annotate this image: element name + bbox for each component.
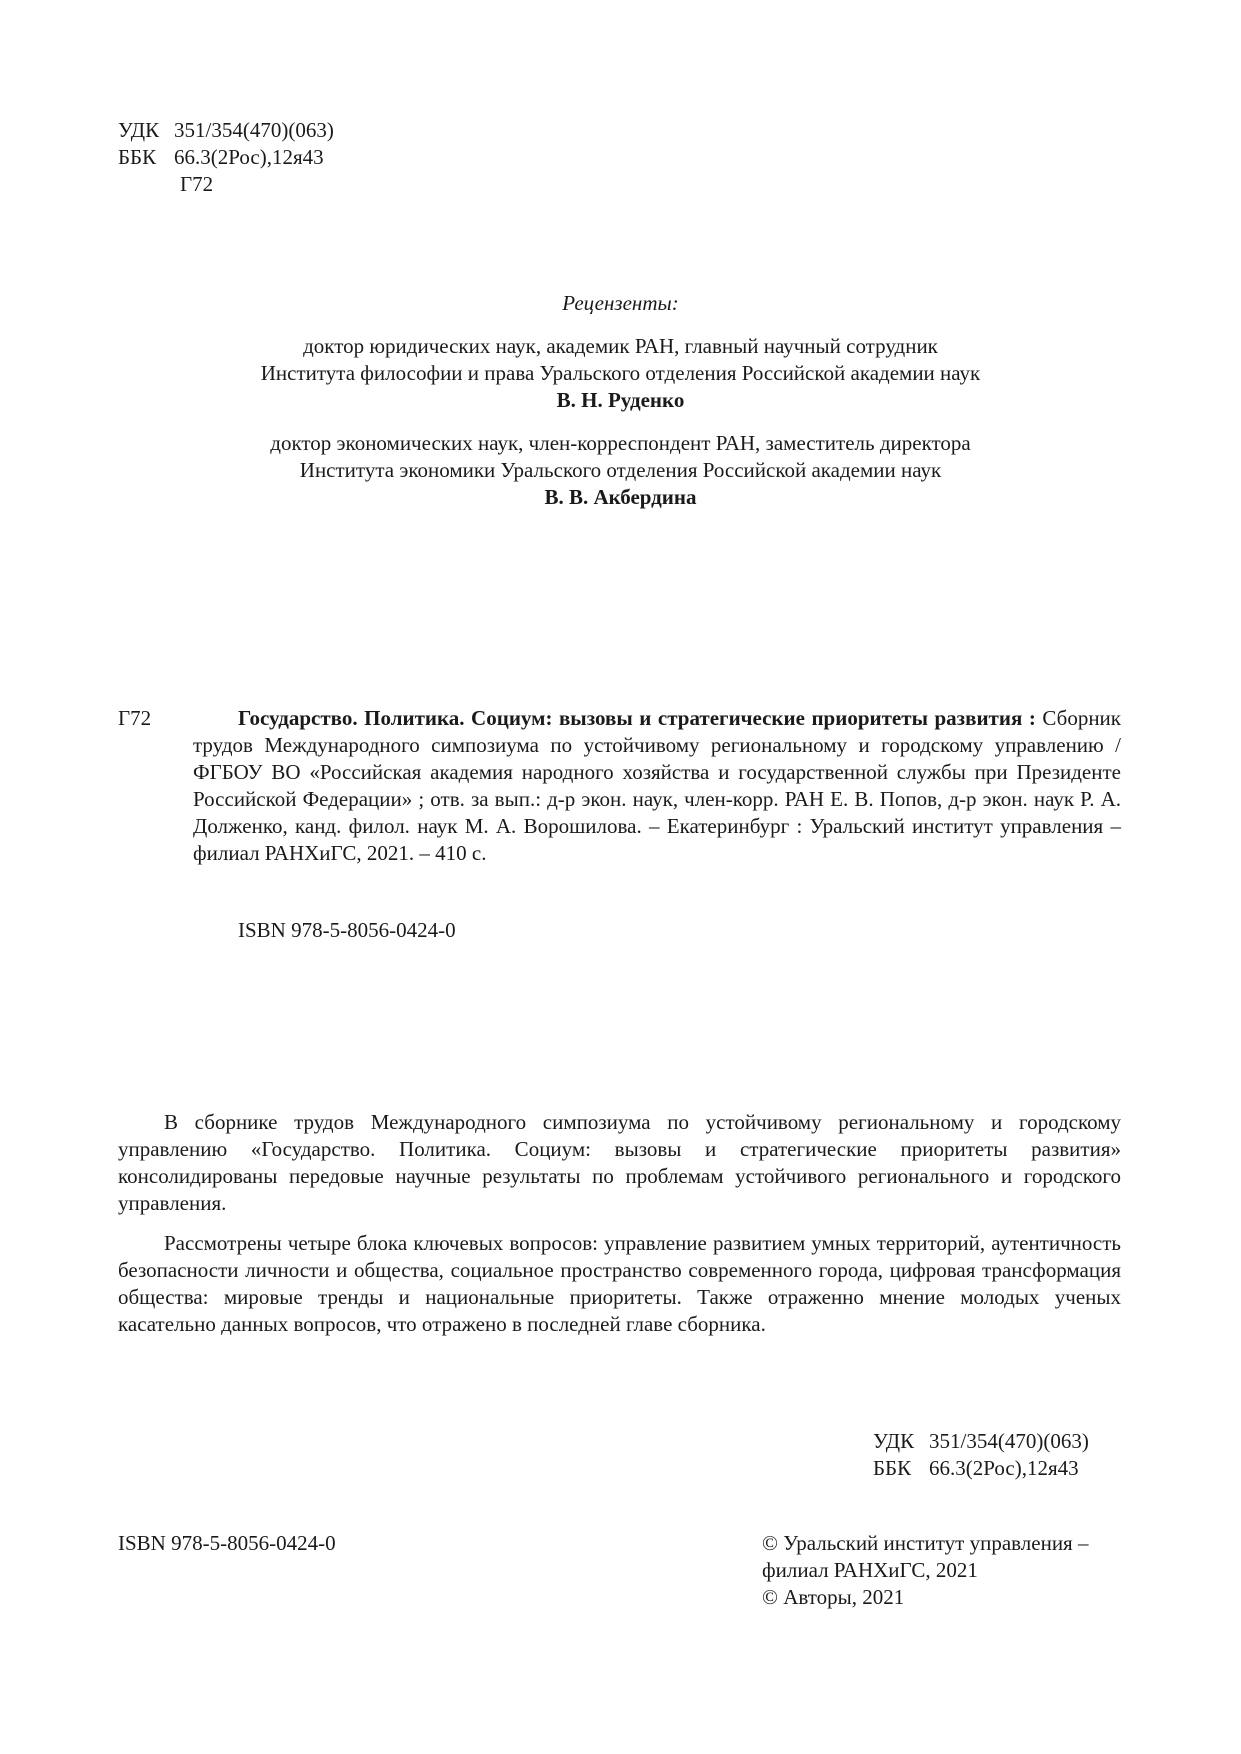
- reviewer-1-name: В. Н. Руденко: [556, 388, 685, 412]
- catalog-code: Г72: [118, 706, 152, 730]
- bbk-line: [118, 144, 334, 171]
- copyright-line-1: © Уральский институт управления –: [762, 1531, 1089, 1555]
- reviewer-1: [0, 333, 1241, 414]
- catalog-body: [193, 705, 1121, 867]
- abstract: [118, 1109, 1121, 1351]
- udk-label: УДК: [118, 118, 160, 142]
- reviewer-2-institution: Института экономики Уральского отделения Российской академии наук: [299, 458, 942, 482]
- copyright-line-2: филиал РАНХиГС, 2021: [762, 1558, 978, 1582]
- bbk-label: ББК: [118, 145, 157, 169]
- bbk-value: 66.3(2Рос),12я43: [174, 145, 324, 169]
- abstract-paragraph-1: В сборнике трудов Международного симпозиума по устойчивому региональному и городскому управлению «Государство. Политика. Социум: вызовы и стратегические приоритеты развития» консолидированы передовые научные результаты по проблемам устойчивого регионального и городского управления.: [118, 1110, 1121, 1215]
- catalog-isbn: ISBN 978-5-8056-0424-0: [238, 918, 456, 942]
- catalog-title: Государство. Политика. Социум: вызовы и стратегические приоритеты развития :: [238, 706, 1036, 730]
- udk-value: 351/354(470)(063): [174, 118, 334, 142]
- reviewers-title: Рецензенты:: [562, 291, 679, 315]
- reviewer-1-institution: Института философии и права Уральского отделения Российской академии наук: [260, 361, 981, 385]
- udk-line: [118, 117, 334, 144]
- copyright-block: [762, 1530, 1088, 1611]
- author-mark: Г72: [180, 172, 214, 196]
- reviewer-2-position: доктор экономических наук, член-корреспондент РАН, заместитель директора: [270, 431, 971, 455]
- reviewer-1-position: доктор юридических наук, академик РАН, главный научный сотрудник: [303, 334, 938, 358]
- catalog-entry: [118, 705, 1121, 867]
- udk-line-bottom: [873, 1428, 1089, 1455]
- classification-block-top: [118, 117, 334, 198]
- copyright-line-3: © Авторы, 2021: [762, 1585, 905, 1609]
- bbk-value-bottom: 66.3(2Рос),12я43: [929, 1456, 1079, 1480]
- catalog-description: Сборник трудов Международного симпозиума по устойчивому региональному и городскому управлению / ФГБОУ ВО «Российская академия народного хозяйства и государственной службы при Президенте Российской Федерации» ; отв. за вып.: д-р экон. наук, член-корр. РАН Е. В. Попов, д-р экон. наук Р. А. Долженко, канд. филол. наук М. А. Ворошилова. – Екатеринбург : Уральский институт управления – филиал РАНХиГС, 2021. – 410 с.: [193, 706, 1122, 865]
- bbk-line-bottom: [873, 1455, 1089, 1482]
- reviewer-2: [0, 430, 1241, 511]
- reviewer-2-name: В. В. Акбердина: [544, 485, 697, 509]
- reviewers-section: [0, 290, 1241, 511]
- footer-isbn: ISBN 978-5-8056-0424-0: [118, 1531, 336, 1555]
- udk-value-bottom: 351/354(470)(063): [929, 1429, 1089, 1453]
- classification-block-bottom: [873, 1428, 1089, 1482]
- abstract-paragraph-2: Рассмотрены четыре блока ключевых вопросов: управление развитием умных территорий, аутентичность безопасности личности и общества, социальное пространство современного города, цифровая трансформация общества: мировые тренды и национальные приоритеты. Также отраженно мнение молодых ученых касательно данных вопросов, что отражено в последней главе сборника.: [118, 1231, 1121, 1336]
- udk-label-bottom: УДК: [873, 1429, 915, 1453]
- bbk-label-bottom: ББК: [873, 1456, 912, 1480]
